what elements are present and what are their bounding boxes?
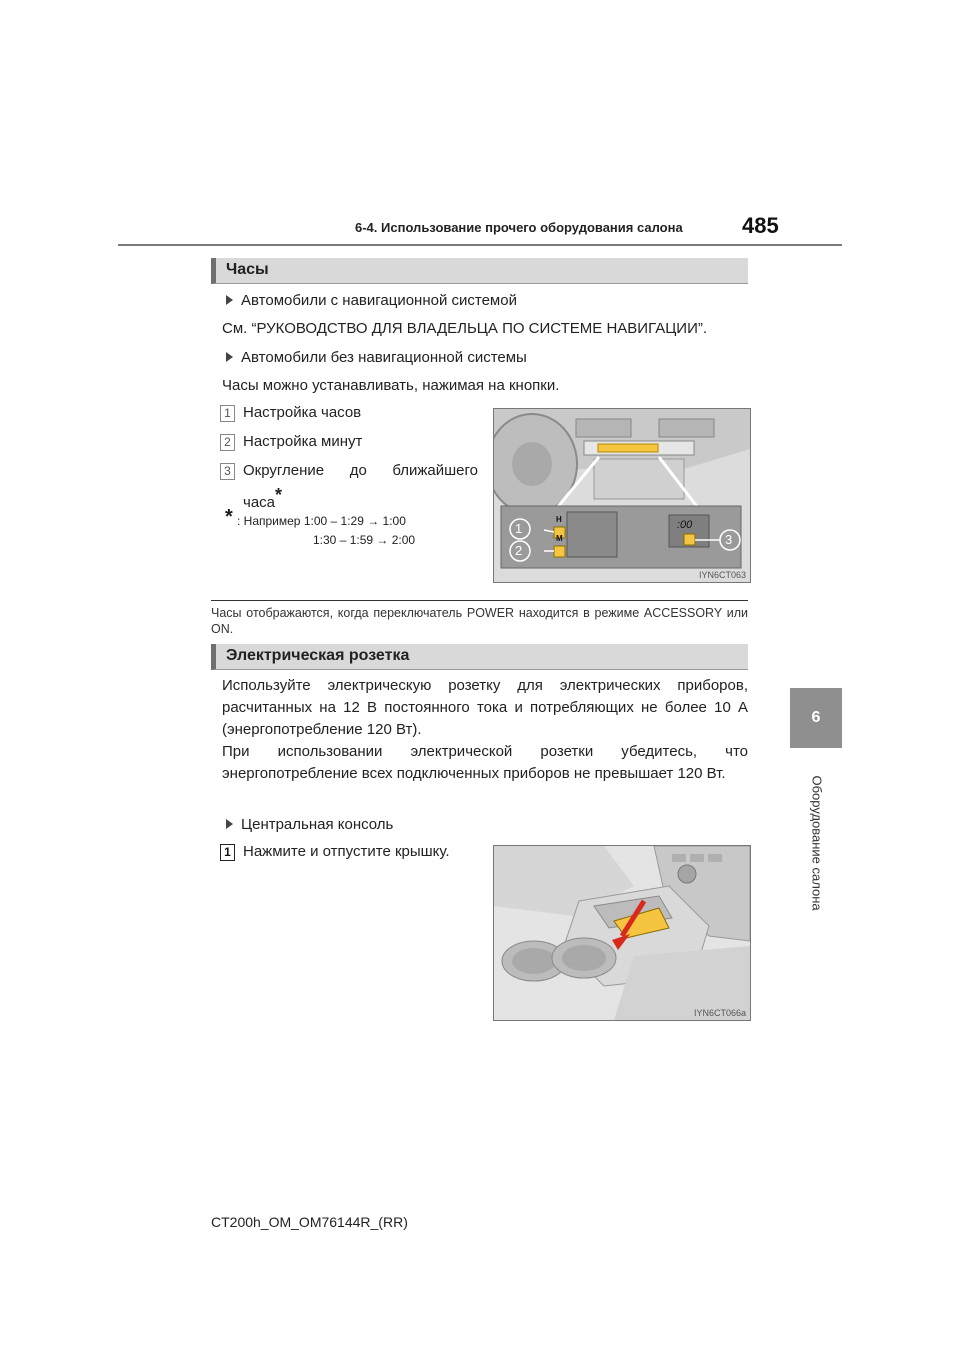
nav-reference: См. “РУКОВОДСТВО ДЛЯ ВЛАДЕЛЬЦА ПО СИСТЕМЕ НАВИГАЦИИ”. [222, 320, 708, 337]
console-illustration [494, 846, 750, 1020]
callout-1: 1 [515, 521, 523, 536]
callout-2: 2 [515, 543, 523, 558]
step-text-1: Нажмите и отпустите крышку. [243, 843, 450, 860]
dashboard-illustration [494, 409, 750, 582]
chapter-tab [790, 688, 842, 748]
clock-buttons-figure [493, 408, 751, 583]
clock-note: Часы отображаются, когда переключатель POWER находится в режиме ACCESSORY или ON. [211, 600, 748, 637]
item-text-2: Настройка минут [243, 433, 363, 450]
socket-paragraph-2: При использовании электрической розетки убедитесь, что энергопотребление всех подключенных приборов не превышает 120 Вт. [222, 743, 748, 782]
bullet-text: Автомобили с навигационной системой [241, 292, 517, 309]
triangle-bullet-icon [226, 295, 233, 305]
footnote-line1: : Например 1:00 – 1:29 → 1:00 [237, 514, 406, 528]
socket-paragraph-1: Используйте электрическую розетку для электрических приборов, расчитанных на 12 В постоянного тока и потребляющих не более 10 А (энергопотребление 120 Вт). [222, 677, 748, 738]
figure-code: IYN6CT066a [694, 1008, 747, 1018]
footnote-asterisk: * [225, 506, 233, 528]
document-code: CT200h_OM_OM76144R_(RR) [211, 1214, 408, 1230]
section-heading-socket [211, 644, 748, 670]
page-number: 485 [742, 213, 779, 238]
clock-display: :00 [677, 519, 693, 531]
step-number-1: 1 [220, 844, 235, 861]
item3-cont-text: часа [243, 494, 275, 511]
clock-intro: Часы можно устанавливать, нажимая на кнопки. [222, 377, 560, 394]
hour-button-label: H [556, 515, 562, 524]
minute-button-label: M [556, 534, 563, 543]
bullet-text: Центральная консоль [241, 816, 394, 833]
chapter-label: Оборудование салона [809, 775, 825, 911]
running-header-section: 6-4. Использование прочего оборудования салона [355, 220, 683, 235]
asterisk-marker: * [275, 485, 283, 505]
bullet-text: Автомобили без навигационной системы [241, 349, 527, 366]
bullet-center-console [226, 816, 393, 833]
section-title: Электрическая розетка [226, 647, 410, 664]
chapter-number: 6 [811, 709, 821, 726]
item-number-2: 2 [220, 434, 235, 451]
item-text-3-continuation [243, 485, 282, 511]
power-outlet-figure [493, 845, 751, 1021]
item-text-1: Настройка часов [243, 404, 362, 421]
footnote-rule-2: 1:30 – 1:59 → 2:00 [313, 533, 416, 547]
bullet-nav-vehicles [226, 292, 517, 309]
footnote-label: Например [243, 514, 301, 528]
item-number-3: 3 [220, 463, 235, 480]
section-title: Часы [226, 261, 269, 278]
triangle-bullet-icon [226, 352, 233, 362]
triangle-bullet-icon [226, 819, 233, 829]
callout-3: 3 [725, 532, 733, 547]
header-divider [118, 244, 842, 246]
item-text-3: Округление до ближайшего [243, 462, 478, 479]
figure-code: IYN6CT063 [699, 570, 747, 580]
bullet-no-nav-vehicles [226, 349, 527, 366]
footnote-rule-1: 1:00 – 1:29 → 1:00 [303, 514, 406, 528]
section-heading-clock [211, 258, 748, 284]
item-number-1: 1 [220, 405, 235, 422]
